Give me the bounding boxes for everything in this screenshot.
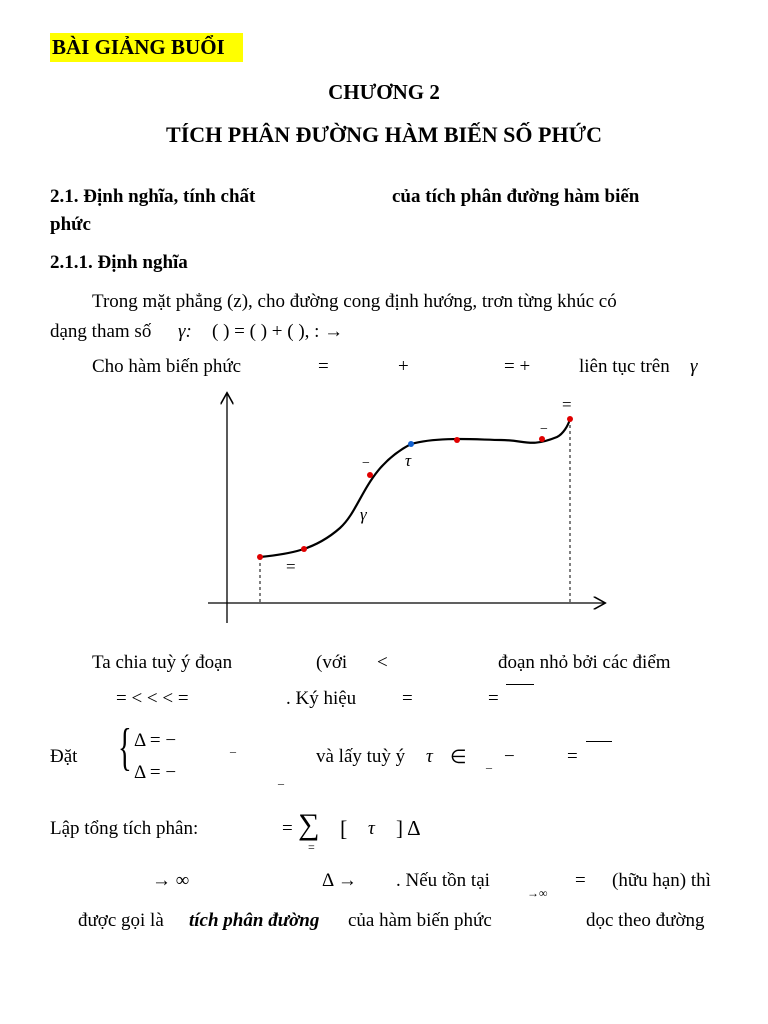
label-zn-1: − — [540, 422, 548, 437]
para1-line2-a: dạng tham số — [50, 321, 152, 342]
chapter-title: TÍCH PHÂN ĐƯỜNG HÀM BIẾN SỐ PHỨC — [166, 122, 602, 147]
overline-mark-2 — [586, 741, 612, 742]
para1-gamma: γ: — [178, 321, 192, 342]
para6-a: . Nếu tồn tại — [396, 870, 490, 891]
para6-b: (hữu hạn) thì — [612, 870, 711, 891]
para1-line1: Trong mặt phẳng (z), cho đường cong định hướng, trơn từng khúc có — [92, 291, 617, 312]
para3-line2-a: = < < < = — [116, 688, 189, 709]
label-zk-1: − — [362, 456, 370, 471]
para2-plus1: + — [398, 356, 409, 377]
para6-arrow-inf: → ∞ — [152, 870, 190, 891]
start-point — [257, 554, 263, 560]
para2-eq2: = + — [504, 356, 531, 377]
para7-b: của hàm biến phức — [348, 910, 492, 931]
para4-sub: _ — [486, 756, 492, 770]
para4-eq: = — [567, 746, 578, 767]
lim-sub: →∞ — [527, 886, 548, 900]
system-row1: Δ = − — [134, 730, 177, 751]
chapter-number: CHƯƠNG 2 — [328, 80, 440, 104]
para6-delta: Δ → — [322, 870, 357, 891]
lecture-heading: BÀI GIẢNG BUỔI — [50, 33, 243, 62]
label-end: = — [562, 395, 572, 414]
para3-a: Ta chia tuỳ ý đoạn — [92, 652, 233, 673]
para2-a: Cho hàm biến phức — [92, 356, 242, 377]
subsection-title: 2.1.1. Định nghĩa — [50, 252, 188, 273]
system-brace: { — [118, 719, 132, 776]
point-zk — [454, 437, 460, 443]
para2-gamma: γ — [690, 356, 698, 377]
system-row2: Δ = − — [134, 762, 177, 783]
curve-gamma — [260, 419, 570, 557]
point-z1 — [301, 546, 307, 552]
label-start: = — [286, 557, 296, 576]
label-gamma: γ — [360, 505, 367, 524]
para3-line2-eq2: = — [488, 688, 499, 709]
para4-dat: Đặt — [50, 746, 78, 767]
section-title-line2: phức — [50, 214, 91, 235]
para5-eq: = — [282, 818, 293, 839]
overline-mark — [506, 684, 534, 685]
sum-symbol: ∑ — [298, 808, 320, 841]
para6-eq: = — [575, 870, 586, 891]
para7-c: dọc theo đường — [586, 910, 705, 931]
para5-a: Lập tổng tích phân: — [50, 818, 199, 839]
point-zk-1 — [367, 472, 373, 478]
sum-sub: = — [308, 840, 315, 854]
para7-a: được gọi là — [78, 910, 164, 931]
para3-b: (với — [316, 652, 348, 673]
section-title-part2: của tích phân đường hàm biến — [392, 186, 640, 207]
para4-tau: τ — [426, 746, 433, 767]
system-row1-sub: _ — [230, 740, 236, 754]
para1-line2-b: ( ) = ( ) + ( ), : → — [212, 321, 344, 342]
para3-line2-eq1: = — [402, 688, 413, 709]
para2-eq1: = — [318, 356, 329, 377]
label-tau: τ — [405, 451, 412, 470]
para4-in: ∈ — [450, 747, 467, 768]
para3-c: đoạn nhỏ bởi các điểm — [498, 652, 671, 673]
para2-b: liên tục trên — [579, 356, 670, 377]
para3-line2-b: . Ký hiệu — [286, 688, 357, 709]
bracket-right: ] Δ — [396, 816, 421, 840]
para5-tau: τ — [368, 818, 375, 839]
curve-figure — [200, 388, 620, 628]
para7-em: tích phân đường — [189, 910, 320, 931]
para4-b: và lấy tuỳ ý — [316, 746, 406, 767]
para3-lt: < — [377, 652, 388, 673]
bracket-left: [ — [340, 816, 348, 841]
point-tau — [408, 441, 414, 447]
section-title-part1: 2.1. Định nghĩa, tính chất — [50, 186, 256, 207]
system-row2-sub: _ — [278, 772, 284, 786]
end-point — [567, 416, 573, 422]
para4-minus: − — [504, 746, 515, 767]
